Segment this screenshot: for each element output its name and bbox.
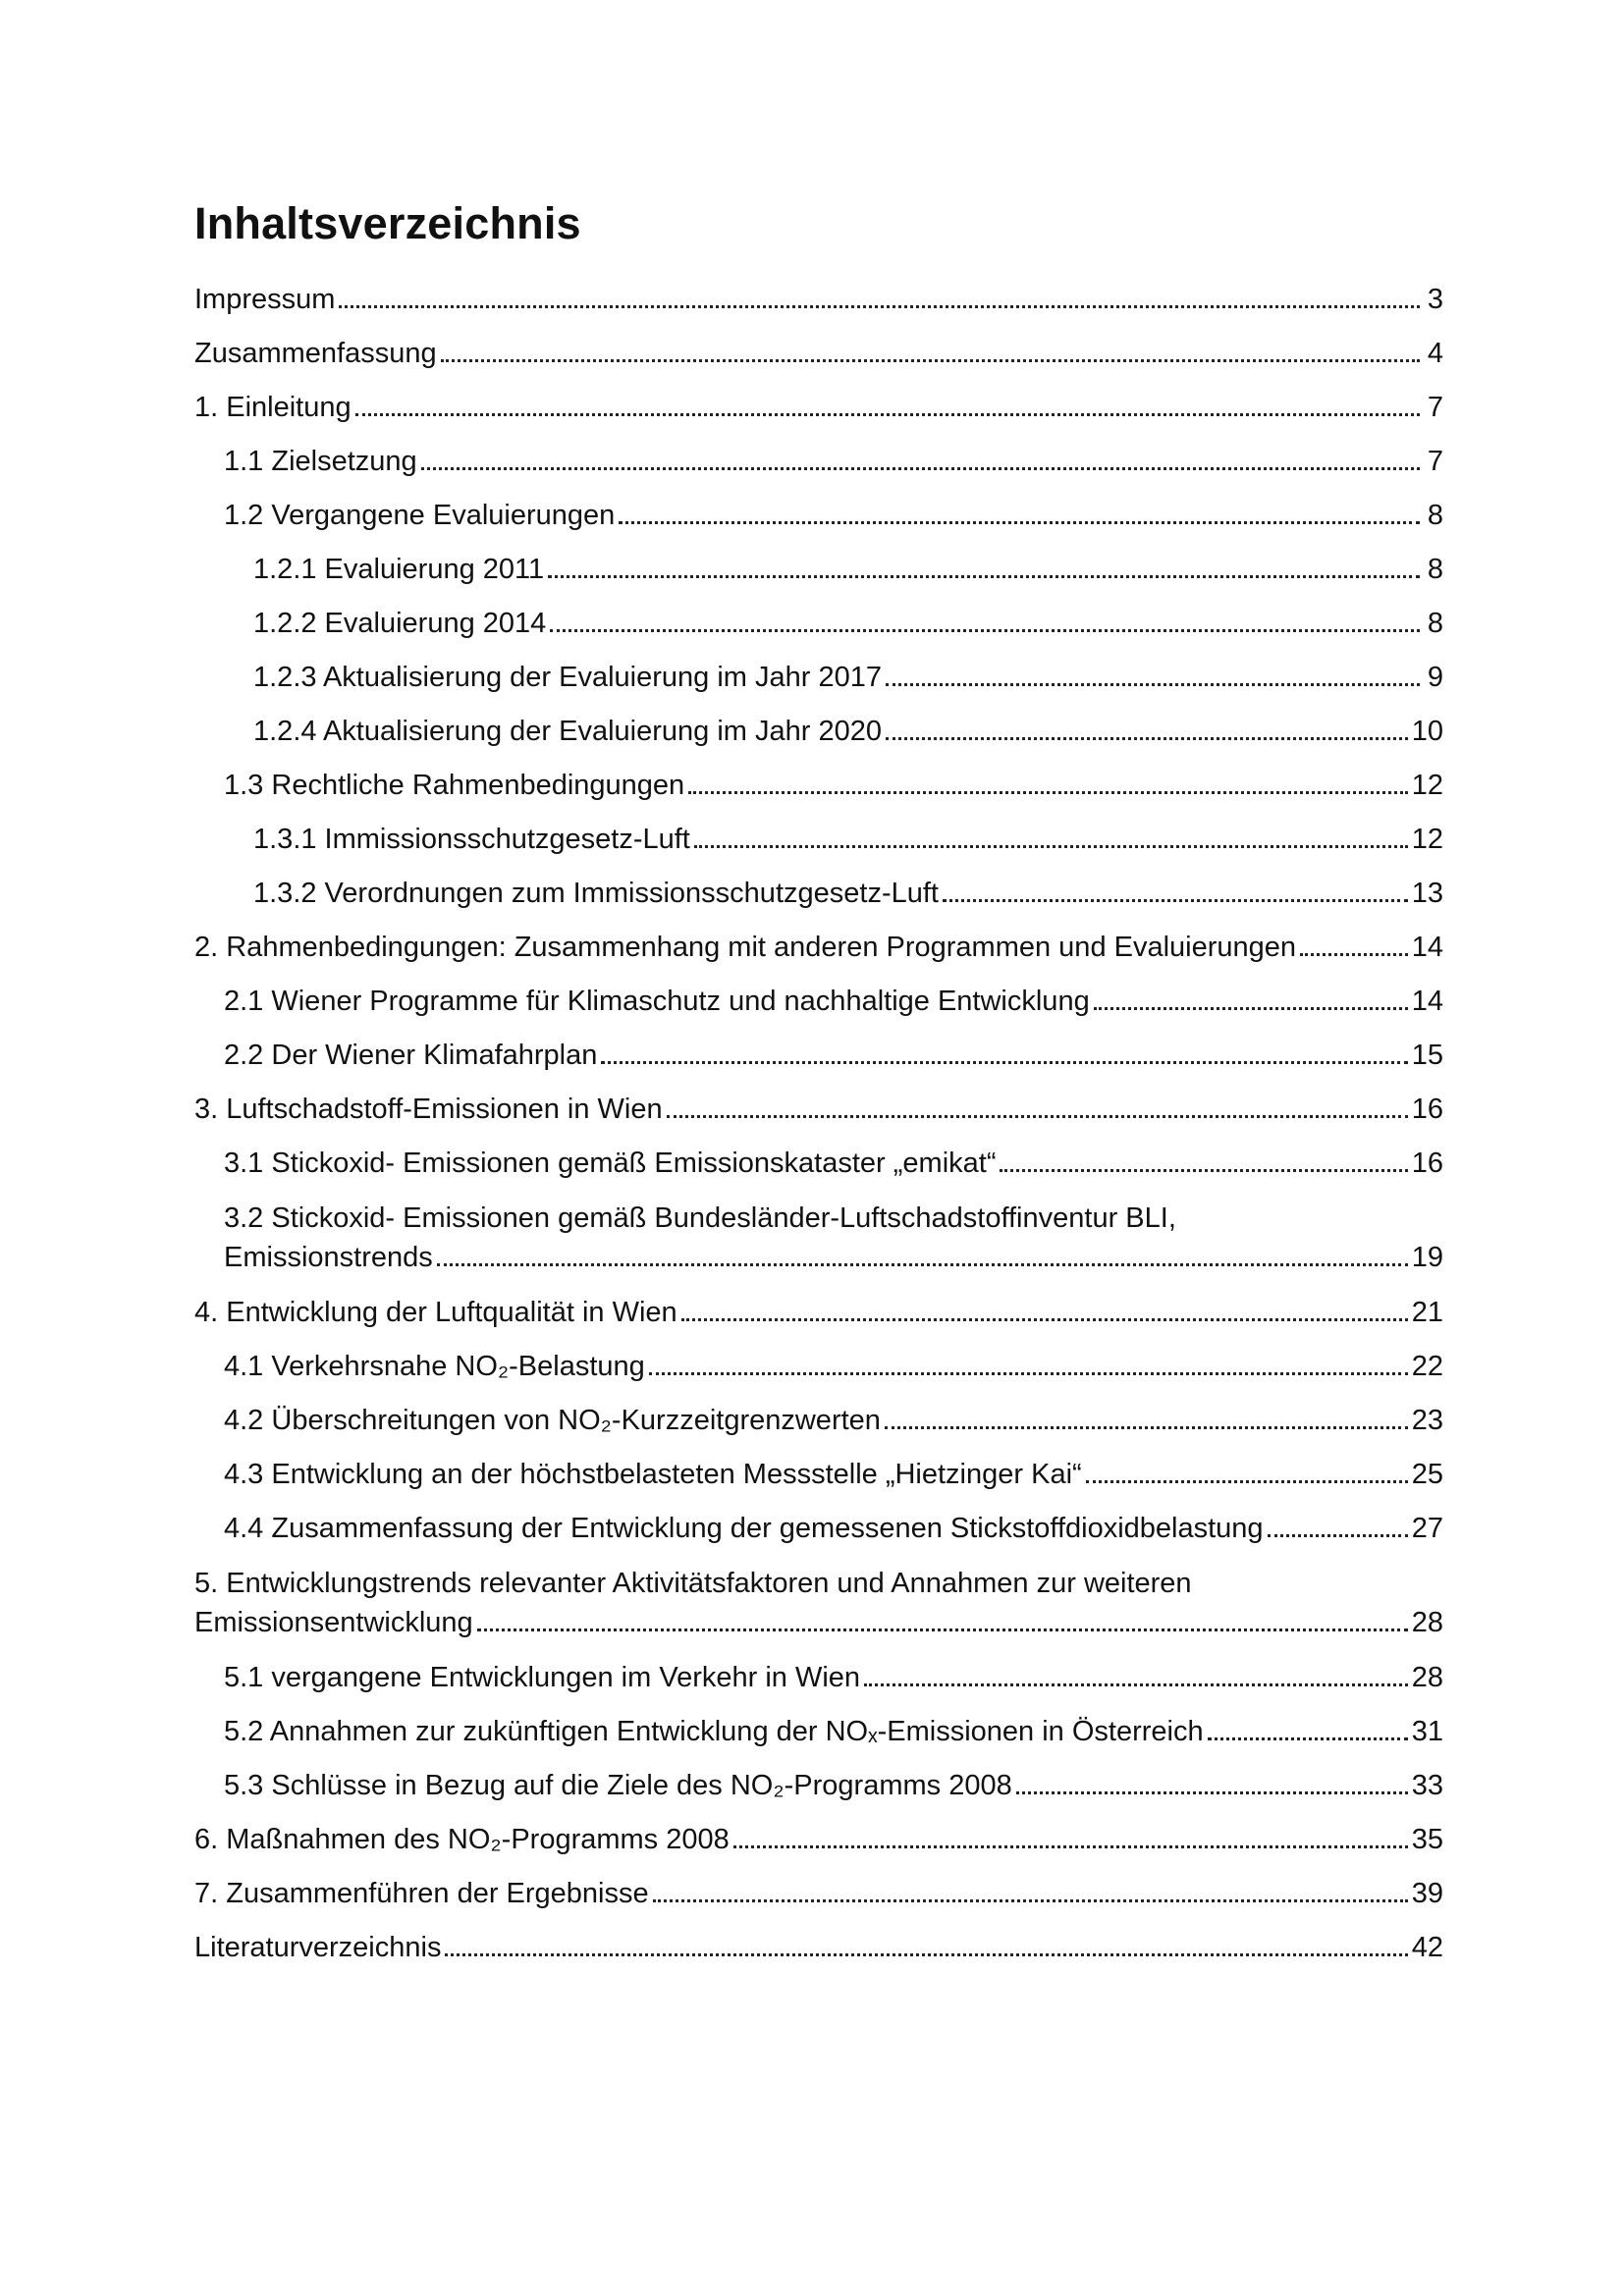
toc-entry-wrap <box>224 1199 1443 1277</box>
toc-entry-page: 4 <box>1427 338 1443 369</box>
toc-entry-page: 13 <box>1411 878 1443 909</box>
toc-entry-label: 1.3.1 Immissionsschutzgesetz-Luft <box>253 824 690 855</box>
toc-entry-label: 2.1 Wiener Programme für Klimaschutz und nachhaltige Entwicklung <box>224 986 1090 1017</box>
dot-leader <box>339 305 1420 308</box>
toc-entry-label-continued: Emissionstrends <box>224 1242 433 1273</box>
toc-entry-label: 1.3.2 Verordnungen zum Immissionsschutzgesetz-Luft <box>253 878 939 909</box>
toc-entry[interactable] <box>194 1659 1443 1696</box>
dot-leader <box>1016 1791 1408 1794</box>
toc-entry-page: 3 <box>1427 284 1443 315</box>
dot-leader <box>886 683 1420 686</box>
dot-leader <box>694 845 1408 848</box>
toc-entry-page: 15 <box>1411 1040 1443 1071</box>
toc-entry[interactable] <box>194 1713 1443 1750</box>
toc-entry-label: 5.3 Schlüsse in Bezug auf die Ziele des NO₂-Programms 2008 <box>224 1770 1012 1801</box>
toc-entry-label: 7. Zusammenführen der Ergebnisse <box>194 1878 649 1909</box>
toc-entry-page: 14 <box>1411 986 1443 1017</box>
dot-leader <box>1094 1007 1408 1010</box>
toc-entry[interactable] <box>194 497 1443 534</box>
toc-entry-label: 5.1 vergangene Entwicklungen im Verkehr in Wien <box>224 1662 861 1693</box>
toc-entry-page: 9 <box>1427 662 1443 693</box>
toc-entry-page: 14 <box>1411 932 1443 963</box>
toc-entry-page: 12 <box>1411 770 1443 801</box>
dot-leader <box>1208 1737 1408 1740</box>
dot-leader <box>477 1629 1408 1631</box>
toc-entry[interactable] <box>194 551 1443 588</box>
toc-entry-label: 5.2 Annahmen zur zukünftigen Entwicklung der NOₓ-Emissionen in Österreich <box>224 1716 1204 1747</box>
toc-entry-page: 7 <box>1427 446 1443 477</box>
toc-entry-label: 1.2 Vergangene Evaluierungen <box>224 500 616 531</box>
toc-entry-label: 1.2.2 Evaluierung 2014 <box>253 608 547 639</box>
toc-entry-wrap <box>194 1564 1443 1642</box>
toc-entry-page: 19 <box>1411 1242 1443 1273</box>
toc-entry-page: 35 <box>1411 1824 1443 1855</box>
toc-entry-label: Zusammenfassung <box>194 338 437 369</box>
toc-entry[interactable] <box>194 1564 1443 1642</box>
dot-leader <box>688 791 1408 794</box>
dot-leader <box>1086 1480 1408 1483</box>
dot-leader <box>355 413 1420 416</box>
toc-entry[interactable] <box>194 1145 1443 1182</box>
toc-entry-label: 2.2 Der Wiener Klimafahrplan <box>224 1040 598 1071</box>
toc-entry-page: 8 <box>1427 554 1443 585</box>
dot-leader <box>733 1845 1408 1848</box>
toc-entry-label: 1.3 Rechtliche Rahmenbedingungen <box>224 770 685 801</box>
page-title: Inhaltsverzeichnis <box>194 198 581 248</box>
toc-entry-label: 2. Rahmenbedingungen: Zusammenhang mit anderen Programmen und Evaluierungen <box>194 932 1297 963</box>
toc-entry-label: 6. Maßnahmen des NO₂-Programms 2008 <box>194 1824 730 1855</box>
toc-entry-label: Impressum <box>194 284 336 315</box>
toc-entry[interactable] <box>194 983 1443 1020</box>
toc-entry-page: 16 <box>1411 1094 1443 1125</box>
toc-entry-label: 4. Entwicklung der Luftqualität in Wien <box>194 1297 677 1328</box>
toc-entry-label: 4.4 Zusammenfassung der Entwicklung der gemessenen Stickstoffdioxidbelastung <box>224 1513 1264 1544</box>
toc-entry[interactable] <box>194 929 1443 966</box>
toc-entry-page: 22 <box>1411 1351 1443 1382</box>
toc-entry-label: 4.3 Entwicklung an der höchstbelasteten Messstelle „Hietzinger Kai“ <box>224 1459 1082 1490</box>
dot-leader <box>649 1372 1408 1375</box>
toc-entry-page: 8 <box>1427 500 1443 531</box>
toc-entry-label: 1.2.4 Aktualisierung der Evaluierung im Jahr 2020 <box>253 716 882 747</box>
dot-leader <box>943 899 1408 902</box>
toc-entry[interactable] <box>194 1821 1443 1858</box>
toc-entry-label: 3. Luftschadstoff-Emissionen in Wien <box>194 1094 663 1125</box>
toc-entry[interactable] <box>194 821 1443 858</box>
toc-entry-label: 1. Einleitung <box>194 392 352 423</box>
toc-entry-label: 4.1 Verkehrsnahe NO₂-Belastung <box>224 1351 645 1382</box>
toc-entry[interactable] <box>194 1875 1443 1912</box>
toc-entry-label-continued: Emissionsentwicklung <box>194 1607 473 1638</box>
dot-leader <box>667 1115 1408 1118</box>
toc-entry[interactable] <box>194 1929 1443 1966</box>
toc-entry-label: 4.2 Überschreitungen von NO₂-Kurzzeitgrenzwerten <box>224 1405 881 1436</box>
dot-leader <box>550 629 1420 632</box>
dot-leader <box>864 1683 1408 1686</box>
dot-leader <box>548 575 1420 578</box>
toc-entry[interactable] <box>194 1510 1443 1547</box>
toc-entry-page: 10 <box>1411 716 1443 747</box>
toc-entry-page: 16 <box>1411 1148 1443 1179</box>
dot-leader <box>441 359 1420 362</box>
toc-entry-page: 7 <box>1427 392 1443 423</box>
toc-entry-page: 28 <box>1411 1607 1443 1638</box>
toc-entry-page: 25 <box>1411 1459 1443 1490</box>
dot-leader <box>886 737 1408 740</box>
toc-entry-page: 27 <box>1411 1513 1443 1544</box>
dot-leader <box>653 1899 1408 1902</box>
dot-leader <box>1268 1534 1408 1537</box>
toc-entry-page: 39 <box>1411 1878 1443 1909</box>
dot-leader <box>1000 1169 1407 1172</box>
toc-entry[interactable] <box>194 1456 1443 1493</box>
toc-entry-row <box>194 1603 1443 1642</box>
toc-entry-page: 31 <box>1411 1716 1443 1747</box>
dot-leader <box>619 521 1420 524</box>
toc-entry[interactable] <box>194 1294 1443 1331</box>
toc-entry[interactable] <box>194 875 1443 912</box>
toc-entry-row <box>224 1238 1443 1277</box>
dot-leader <box>437 1263 1408 1266</box>
toc-entry-label: 3.2 Stickoxid- Emissionen gemäß Bundesländer-Luftschadstoffinventur BLI, <box>224 1202 1176 1234</box>
toc-entry[interactable] <box>194 1091 1443 1128</box>
toc-entry[interactable] <box>194 335 1443 372</box>
toc-entry[interactable] <box>194 443 1443 480</box>
toc-entry-page: 21 <box>1411 1297 1443 1328</box>
dot-leader <box>601 1061 1407 1064</box>
dot-leader <box>885 1426 1408 1429</box>
toc-entry-page: 8 <box>1427 608 1443 639</box>
toc-entry-page: 12 <box>1411 824 1443 855</box>
toc-entry-label: 1.2.3 Aktualisierung der Evaluierung im Jahr 2017 <box>253 662 882 693</box>
toc-entry-label: 3.1 Stickoxid- Emissionen gemäß Emissionskataster „emikat“ <box>224 1148 997 1179</box>
toc-entry-page: 42 <box>1411 1932 1443 1963</box>
toc-entry[interactable] <box>194 659 1443 696</box>
toc-entry-page: 28 <box>1411 1662 1443 1693</box>
dot-leader <box>445 1953 1407 1956</box>
toc-entry[interactable] <box>194 1199 1443 1277</box>
toc-entry[interactable] <box>194 1402 1443 1439</box>
toc-entry[interactable] <box>194 1767 1443 1804</box>
toc-entry[interactable] <box>194 1348 1443 1385</box>
toc-entry[interactable] <box>194 281 1443 318</box>
toc-entry-page: 23 <box>1411 1405 1443 1436</box>
dot-leader <box>421 467 1420 470</box>
toc-entry-page: 33 <box>1411 1770 1443 1801</box>
toc-entry-label: Literaturverzeichnis <box>194 1932 442 1963</box>
toc-entry-label: 1.1 Zielsetzung <box>224 446 417 477</box>
toc-entry[interactable] <box>194 767 1443 804</box>
toc-entry[interactable] <box>194 713 1443 750</box>
dot-leader <box>681 1318 1408 1321</box>
toc-entry[interactable] <box>194 1037 1443 1074</box>
dot-leader <box>1300 953 1408 956</box>
toc-list <box>194 281 1443 1966</box>
toc-entry[interactable] <box>194 389 1443 426</box>
toc-entry-label: 5. Entwicklungstrends relevanter Aktivitätsfaktoren und Annahmen zur weiteren <box>194 1568 1192 1599</box>
toc-entry[interactable] <box>194 605 1443 642</box>
toc-entry-label: 1.2.1 Evaluierung 2011 <box>253 554 545 585</box>
document-page <box>194 196 1443 1983</box>
